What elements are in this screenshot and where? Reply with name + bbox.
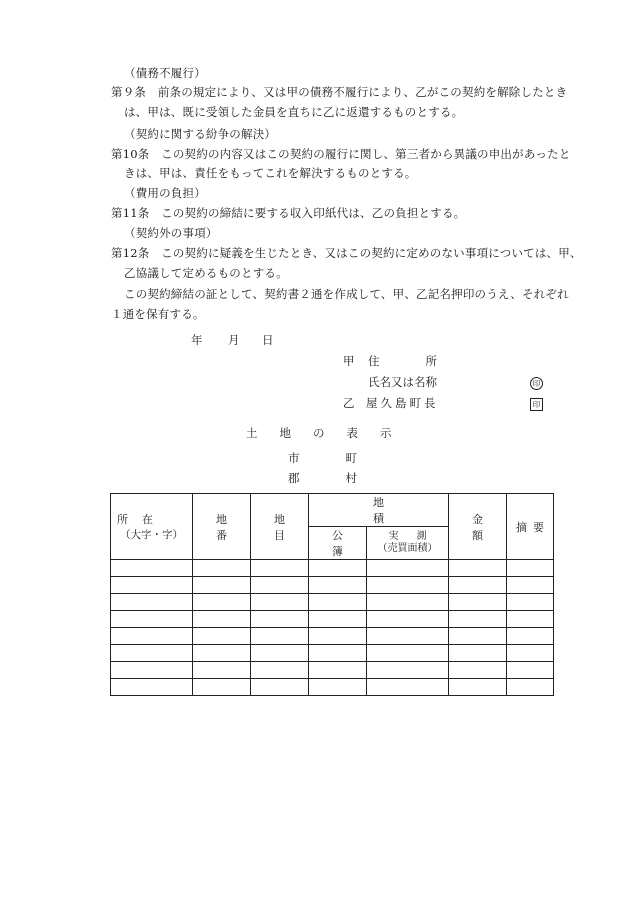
col-lot: 地番 <box>193 494 251 560</box>
table-cell <box>251 560 309 577</box>
table-cell <box>309 679 367 696</box>
table-cell <box>507 645 554 662</box>
table-row <box>111 560 554 577</box>
table-cell <box>193 628 251 645</box>
col-location <box>111 494 193 560</box>
table-cell <box>193 645 251 662</box>
table-cell <box>367 594 449 611</box>
table-cell <box>251 577 309 594</box>
table-cell <box>193 611 251 628</box>
table-cell <box>111 594 193 611</box>
article-11-number: 第11条 <box>111 206 150 220</box>
table-cell <box>507 560 554 577</box>
table-cell <box>367 577 449 594</box>
table-cell <box>111 611 193 628</box>
table-cell <box>309 645 367 662</box>
table-cell <box>507 662 554 679</box>
article-12-line-2: 乙協議して定めるものとする。 <box>124 266 288 280</box>
table-cell <box>111 662 193 679</box>
location-line-city: 市 町 <box>288 451 357 465</box>
table-cell <box>449 611 507 628</box>
party-a-seal-icon: 印 <box>530 377 543 390</box>
table-cell <box>449 577 507 594</box>
article-12-number: 第12条 <box>111 246 150 260</box>
table-cell <box>507 594 554 611</box>
col-remarks: 摘要 <box>507 494 554 560</box>
table-cell <box>251 645 309 662</box>
land-table-body <box>111 560 554 696</box>
article-9-line-2: は、甲は、既に受領した金員を直ちに乙に返還するものとする。 <box>124 105 464 119</box>
closing-line-1: この契約締結の証として、契約書２通を作成して、甲、乙記名押印のうえ、それぞれ <box>124 287 569 301</box>
col-area-register: 公簿 <box>309 527 367 560</box>
table-cell <box>507 577 554 594</box>
table-cell <box>111 577 193 594</box>
date-year: 年 <box>191 333 203 347</box>
article-11-heading: （費用の負担） <box>124 186 206 200</box>
table-cell <box>251 628 309 645</box>
table-cell <box>309 628 367 645</box>
table-cell <box>193 679 251 696</box>
land-title: 土地の表示 <box>246 426 414 440</box>
col-amount: 金額 <box>449 494 507 560</box>
table-cell <box>193 662 251 679</box>
article-10-heading: （契約に関する紛争の解決） <box>124 127 277 141</box>
table-cell <box>449 628 507 645</box>
article-12-heading: （契約外の事項） <box>124 226 218 240</box>
article-9-line-1 <box>111 85 567 100</box>
table-row <box>111 662 554 679</box>
table-row <box>111 645 554 662</box>
article-9-number: 第９条 <box>111 85 147 99</box>
table-cell <box>111 679 193 696</box>
land-table <box>110 493 554 696</box>
article-9-heading: （債務不履行） <box>124 66 206 80</box>
table-cell <box>507 679 554 696</box>
article-10-line-2: きは、甲は、責任をもってこれを解決するものとする。 <box>124 166 417 180</box>
party-a-name-label: 氏名又は名称 <box>368 375 437 389</box>
article-9-text-1: 前条の規定により、又は甲の債務不履行により、乙がこの契約を解除したとき <box>157 85 568 99</box>
article-10-line-1 <box>111 147 571 162</box>
table-row <box>111 628 554 645</box>
article-10-number: 第10条 <box>111 147 150 161</box>
col-location-sub: （大字・字） <box>120 529 183 541</box>
table-cell <box>309 594 367 611</box>
date-day: 日 <box>262 333 274 347</box>
table-cell <box>367 679 449 696</box>
article-11-line-1 <box>111 206 465 221</box>
table-cell <box>193 577 251 594</box>
table-cell <box>251 662 309 679</box>
table-cell <box>251 679 309 696</box>
table-cell <box>449 560 507 577</box>
table-cell <box>367 611 449 628</box>
table-cell <box>193 560 251 577</box>
article-10-text-1: この契約の内容又はこの契約の履行に関し、第三者から異議の申出があったと <box>161 147 571 161</box>
table-cell <box>251 594 309 611</box>
location-line-district: 郡 村 <box>288 471 357 485</box>
closing-line-2: １通を保有する。 <box>111 307 205 321</box>
table-row <box>111 611 554 628</box>
table-row <box>111 577 554 594</box>
article-12-line-1 <box>111 246 582 261</box>
table-cell <box>309 560 367 577</box>
table-cell <box>111 560 193 577</box>
table-cell <box>449 679 507 696</box>
col-area-actual-sub: （売買面積） <box>377 543 438 554</box>
table-row <box>111 679 554 696</box>
article-11-text-1: この契約の締結に要する収入印紙代は、乙の負担とする。 <box>161 206 466 220</box>
table-cell <box>507 628 554 645</box>
col-location-label: 所在 <box>117 513 167 526</box>
col-area: 地積 <box>309 494 449 527</box>
col-category: 地目 <box>251 494 309 560</box>
article-12-text-1: この契約に疑義を生じたとき、又はこの契約に定めのない事項については、甲、 <box>161 246 582 260</box>
table-cell <box>449 594 507 611</box>
table-cell <box>507 611 554 628</box>
party-b-name: 屋久島町長 <box>366 396 439 410</box>
table-cell <box>367 628 449 645</box>
table-cell <box>367 645 449 662</box>
table-cell <box>367 560 449 577</box>
date-month: 月 <box>228 333 240 347</box>
table-cell <box>193 594 251 611</box>
party-a-address-label: 住 所 <box>368 354 437 368</box>
table-cell <box>449 645 507 662</box>
party-b-label: 乙 <box>343 396 355 410</box>
party-b-seal-wrap <box>530 396 543 411</box>
table-row <box>111 594 554 611</box>
table-cell <box>367 662 449 679</box>
party-a-label: 甲 <box>343 354 355 368</box>
table-cell <box>251 611 309 628</box>
party-a-seal-wrap <box>530 375 543 390</box>
party-b-seal-icon: 印 <box>530 398 543 411</box>
table-cell <box>309 662 367 679</box>
table-cell <box>111 628 193 645</box>
table-cell <box>309 577 367 594</box>
table-cell <box>449 662 507 679</box>
table-cell <box>309 611 367 628</box>
col-area-actual-label: 実測 <box>388 531 445 542</box>
col-area-actual <box>367 527 449 560</box>
table-cell <box>111 645 193 662</box>
